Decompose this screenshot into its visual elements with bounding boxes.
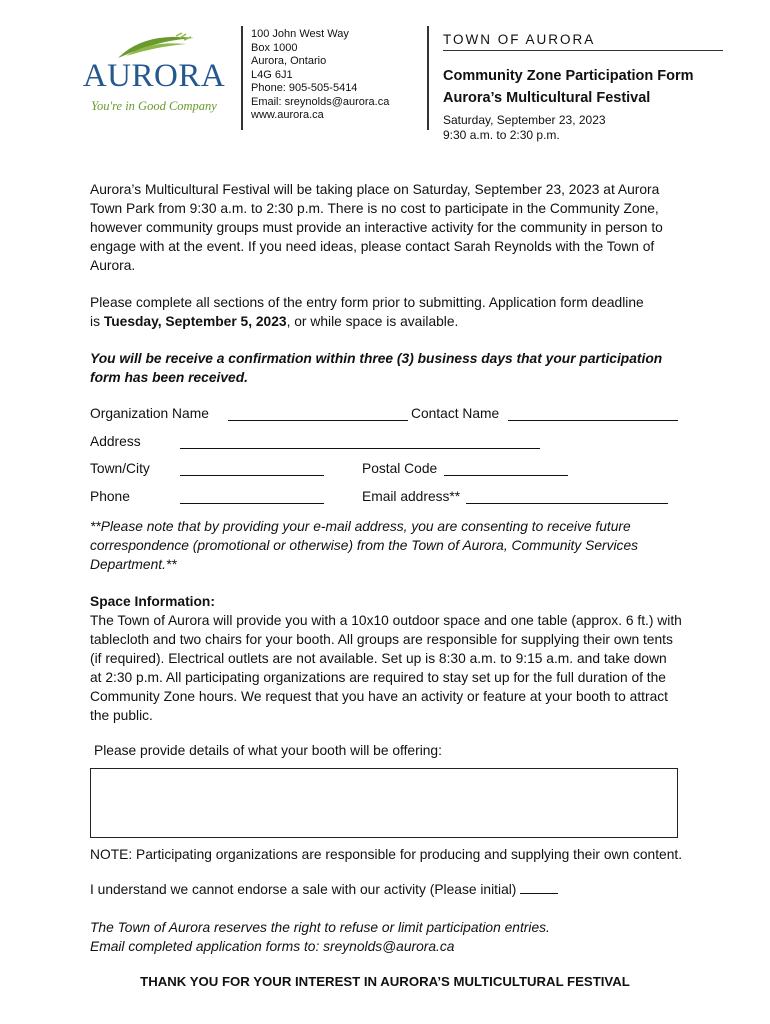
initial-field[interactable] <box>520 881 558 894</box>
contact-name-field[interactable] <box>508 406 678 421</box>
space-info-text: The Town of Aurora will provide you with a 10x10 outdoor space and one table (approx. 6 ft.) with tablecloth and two chairs for your booth. All groups are responsible for supplying their own tents (if required). Electrical outlets are not available. Set up is 8:30 a.m. to 9:15 a.m. and take down at 2:30 p.m. All participating organizations are required to stay set up for the full duration of the Community Zone hours. We request that you have an activity or feature at your booth to attract the public. <box>90 613 682 723</box>
postal-code-label: Postal Code <box>362 461 438 476</box>
initial-text: I understand we cannot endorse a sale with our activity (Please initial) <box>90 882 517 897</box>
form-header <box>443 32 733 143</box>
form-title-line2: Aurora’s Multicultural Festival <box>443 90 651 106</box>
booth-prompt: Please provide details of what your booth will be offering: <box>94 743 442 758</box>
confirmation-note: You will be receive a confirmation within three (3) business days that your participation form has been received. <box>90 351 663 385</box>
address-line: www.aurora.ca <box>251 109 324 121</box>
town-city-label: Town/City <box>90 461 150 476</box>
form-title <box>443 65 733 109</box>
logo-wordmark: AURORA <box>82 58 226 94</box>
reserve-line2: Email completed application forms to: sreynolds@aurora.ca <box>90 939 455 954</box>
org-name-label: Organization Name <box>90 406 209 421</box>
event-date <box>443 113 733 143</box>
wheat-leaf-icon <box>116 32 196 60</box>
divider <box>241 26 243 130</box>
event-date-text: Saturday, September 23, 2023 <box>443 113 606 127</box>
address-line: Aurora, Ontario <box>251 55 327 67</box>
phone-field[interactable] <box>180 489 324 504</box>
town-name: TOWN OF AURORA <box>443 32 723 51</box>
deadline-date: Tuesday, September 5, 2023 <box>103 314 287 329</box>
email-label: Email address** <box>362 489 461 504</box>
initial-statement <box>90 880 730 899</box>
org-name-field[interactable] <box>228 406 408 421</box>
contact-name-label: Contact Name <box>411 406 500 421</box>
address-line: Email: sreynolds@aurora.ca <box>251 95 390 108</box>
deadline-text: Please complete all sections of the entry form prior to submitting. Application form deadline is <box>90 295 644 329</box>
address-field[interactable] <box>180 434 540 449</box>
reserve-note <box>90 918 710 956</box>
event-time-text: 9:30 a.m. to 2:30 p.m. <box>443 128 560 142</box>
intro-paragraph: Aurora’s Multicultural Festival will be taking place on Saturday, September 23, 2023 at Aurora Town Park from 9:30 a.m. to 2:30 p.m. There is no cost to participate in the Community Zone, however community groups must provide an interactive activity for the community in person to engage with at the event. If you need ideas, please contact Sarah Reynolds with the Town of Aurora. <box>90 182 663 273</box>
address-block <box>251 28 389 123</box>
email-consent-note: **Please note that by providing your e-mail address, you are consenting to receive future correspondence (promotional or otherwise) from the Town of Aurora, Community Services Department.** <box>90 519 639 572</box>
logo-tagline: You're in Good Company <box>91 99 217 113</box>
deadline-text-end: , or while space is available. <box>286 314 459 329</box>
divider <box>427 26 429 130</box>
address-line: Box 1000 <box>251 41 298 54</box>
reserve-line1: The Town of Aurora reserves the right to refuse or limit participation entries. <box>90 920 550 935</box>
phone-label: Phone <box>90 489 130 504</box>
space-heading: Space Information: <box>90 594 215 609</box>
aurora-logo <box>76 32 232 118</box>
email-field[interactable] <box>466 489 668 504</box>
deadline-paragraph <box>90 293 650 331</box>
address-line: Phone: 905-505-5414 <box>251 82 358 94</box>
address-line: L4G 6J1 <box>251 68 293 81</box>
address-label: Address <box>90 434 141 449</box>
address-line: 100 John West Way <box>251 28 349 40</box>
booth-details-textarea[interactable] <box>90 768 678 838</box>
content-note: NOTE: Participating organizations are responsible for producing and supplying their own content. <box>90 847 683 862</box>
postal-code-field[interactable] <box>444 461 568 476</box>
town-city-field[interactable] <box>180 461 324 476</box>
form-title-line1: Community Zone Participation Form <box>443 68 694 84</box>
thank-you-footer: THANK YOU FOR YOUR INTEREST IN AURORA’S MULTICULTURAL FESTIVAL <box>140 974 630 989</box>
